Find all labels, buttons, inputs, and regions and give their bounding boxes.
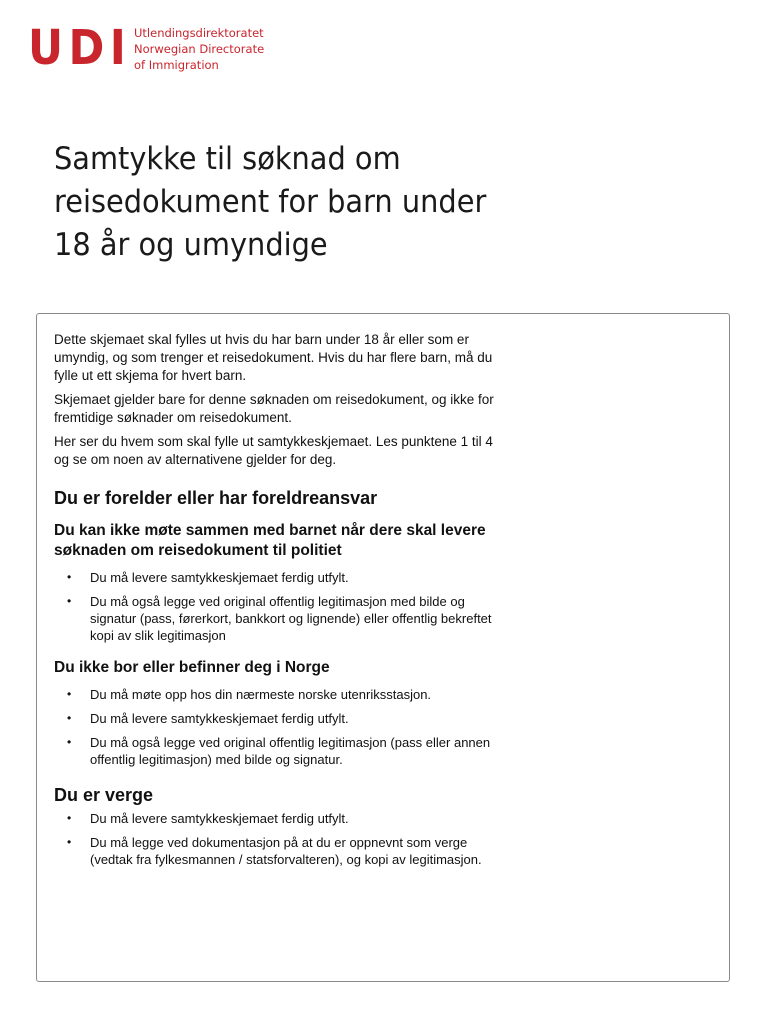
subsection-heading: Du ikke bor eller befinner deg i Norge xyxy=(54,659,330,676)
list-item xyxy=(54,834,494,868)
intro-paragraph: Skjemaet gjelder bare for denne søknaden om reisedokument, og ikke for fremtidige søknader om reisedokument. xyxy=(54,392,494,425)
bullet-icon: • xyxy=(67,711,72,725)
list-item xyxy=(54,710,494,727)
list-item-text: Du må møte opp hos din nærmeste norske utenriksstasjon. xyxy=(90,687,432,702)
bullet-list xyxy=(54,686,494,768)
list-item xyxy=(54,810,494,827)
list-item-text: Du må levere samtykkeskjemaet ferdig utfylt. xyxy=(90,711,349,726)
org-name xyxy=(134,25,264,73)
info-content xyxy=(54,331,494,875)
bullet-list xyxy=(54,569,494,644)
list-item-text: Du må levere samtykkeskjemaet ferdig utfylt. xyxy=(90,811,349,826)
list-item-text: Du må også legge ved original offentlig legitimasjon med bilde og signatur (pass, førerkort, bankkort og lignende) eller offentlig bekreftet kopi av slik legitimasjon xyxy=(90,594,492,643)
bullet-list xyxy=(54,810,494,868)
org-name-line: Norwegian Directorate xyxy=(134,42,265,56)
section-heading-parent: Du er forelder eller har foreldreansvar xyxy=(54,488,378,508)
list-item-text: Du må levere samtykkeskjemaet ferdig utfylt. xyxy=(90,570,349,585)
title-line: 18 år og umyndige xyxy=(54,227,328,263)
title-line: Samtykke til søknad om xyxy=(54,141,401,177)
document-title xyxy=(54,138,575,267)
bullet-icon: • xyxy=(67,594,72,608)
bullet-icon: • xyxy=(67,735,72,749)
list-item-text: Du må også legge ved original offentlig legitimasjon (pass eller annen offentlig legitimasjon) med bilde og signatur. xyxy=(90,735,491,767)
section-heading-guardian: Du er verge xyxy=(54,785,154,805)
list-item xyxy=(54,686,494,703)
title-line: reisedokument for barn under xyxy=(54,184,487,220)
list-item xyxy=(54,593,494,644)
list-item xyxy=(54,569,494,586)
bullet-icon: • xyxy=(67,811,72,825)
bullet-icon: • xyxy=(67,687,72,701)
intro-paragraph: Her ser du hvem som skal fylle ut samtykkeskjemaet. Les punktene 1 til 4 og se om noen av alternativene gjelder for deg. xyxy=(54,434,493,467)
intro-paragraph: Dette skjemaet skal fylles ut hvis du har barn under 18 år eller som er umyndig, og som trenger et reisedokument. Hvis du har flere barn, må du fylle ut ett skjema for hvert barn. xyxy=(54,332,493,383)
bullet-icon: • xyxy=(67,835,72,849)
org-name-line: Utlendingsdirektoratet xyxy=(134,26,264,40)
org-name-line: of Immigration xyxy=(134,58,219,72)
udi-logo: UDI xyxy=(28,20,132,76)
list-item-text: Du må legge ved dokumentasjon på at du er oppnevnt som verge (vedtak fra fylkesmannen / statsforvalteren), og kopi av legitimasjon. xyxy=(90,835,482,867)
bullet-icon: • xyxy=(67,570,72,584)
subsection-heading: Du kan ikke møte sammen med barnet når dere skal levere søknaden om reisedokument til politiet xyxy=(54,522,486,559)
list-item xyxy=(54,734,494,768)
